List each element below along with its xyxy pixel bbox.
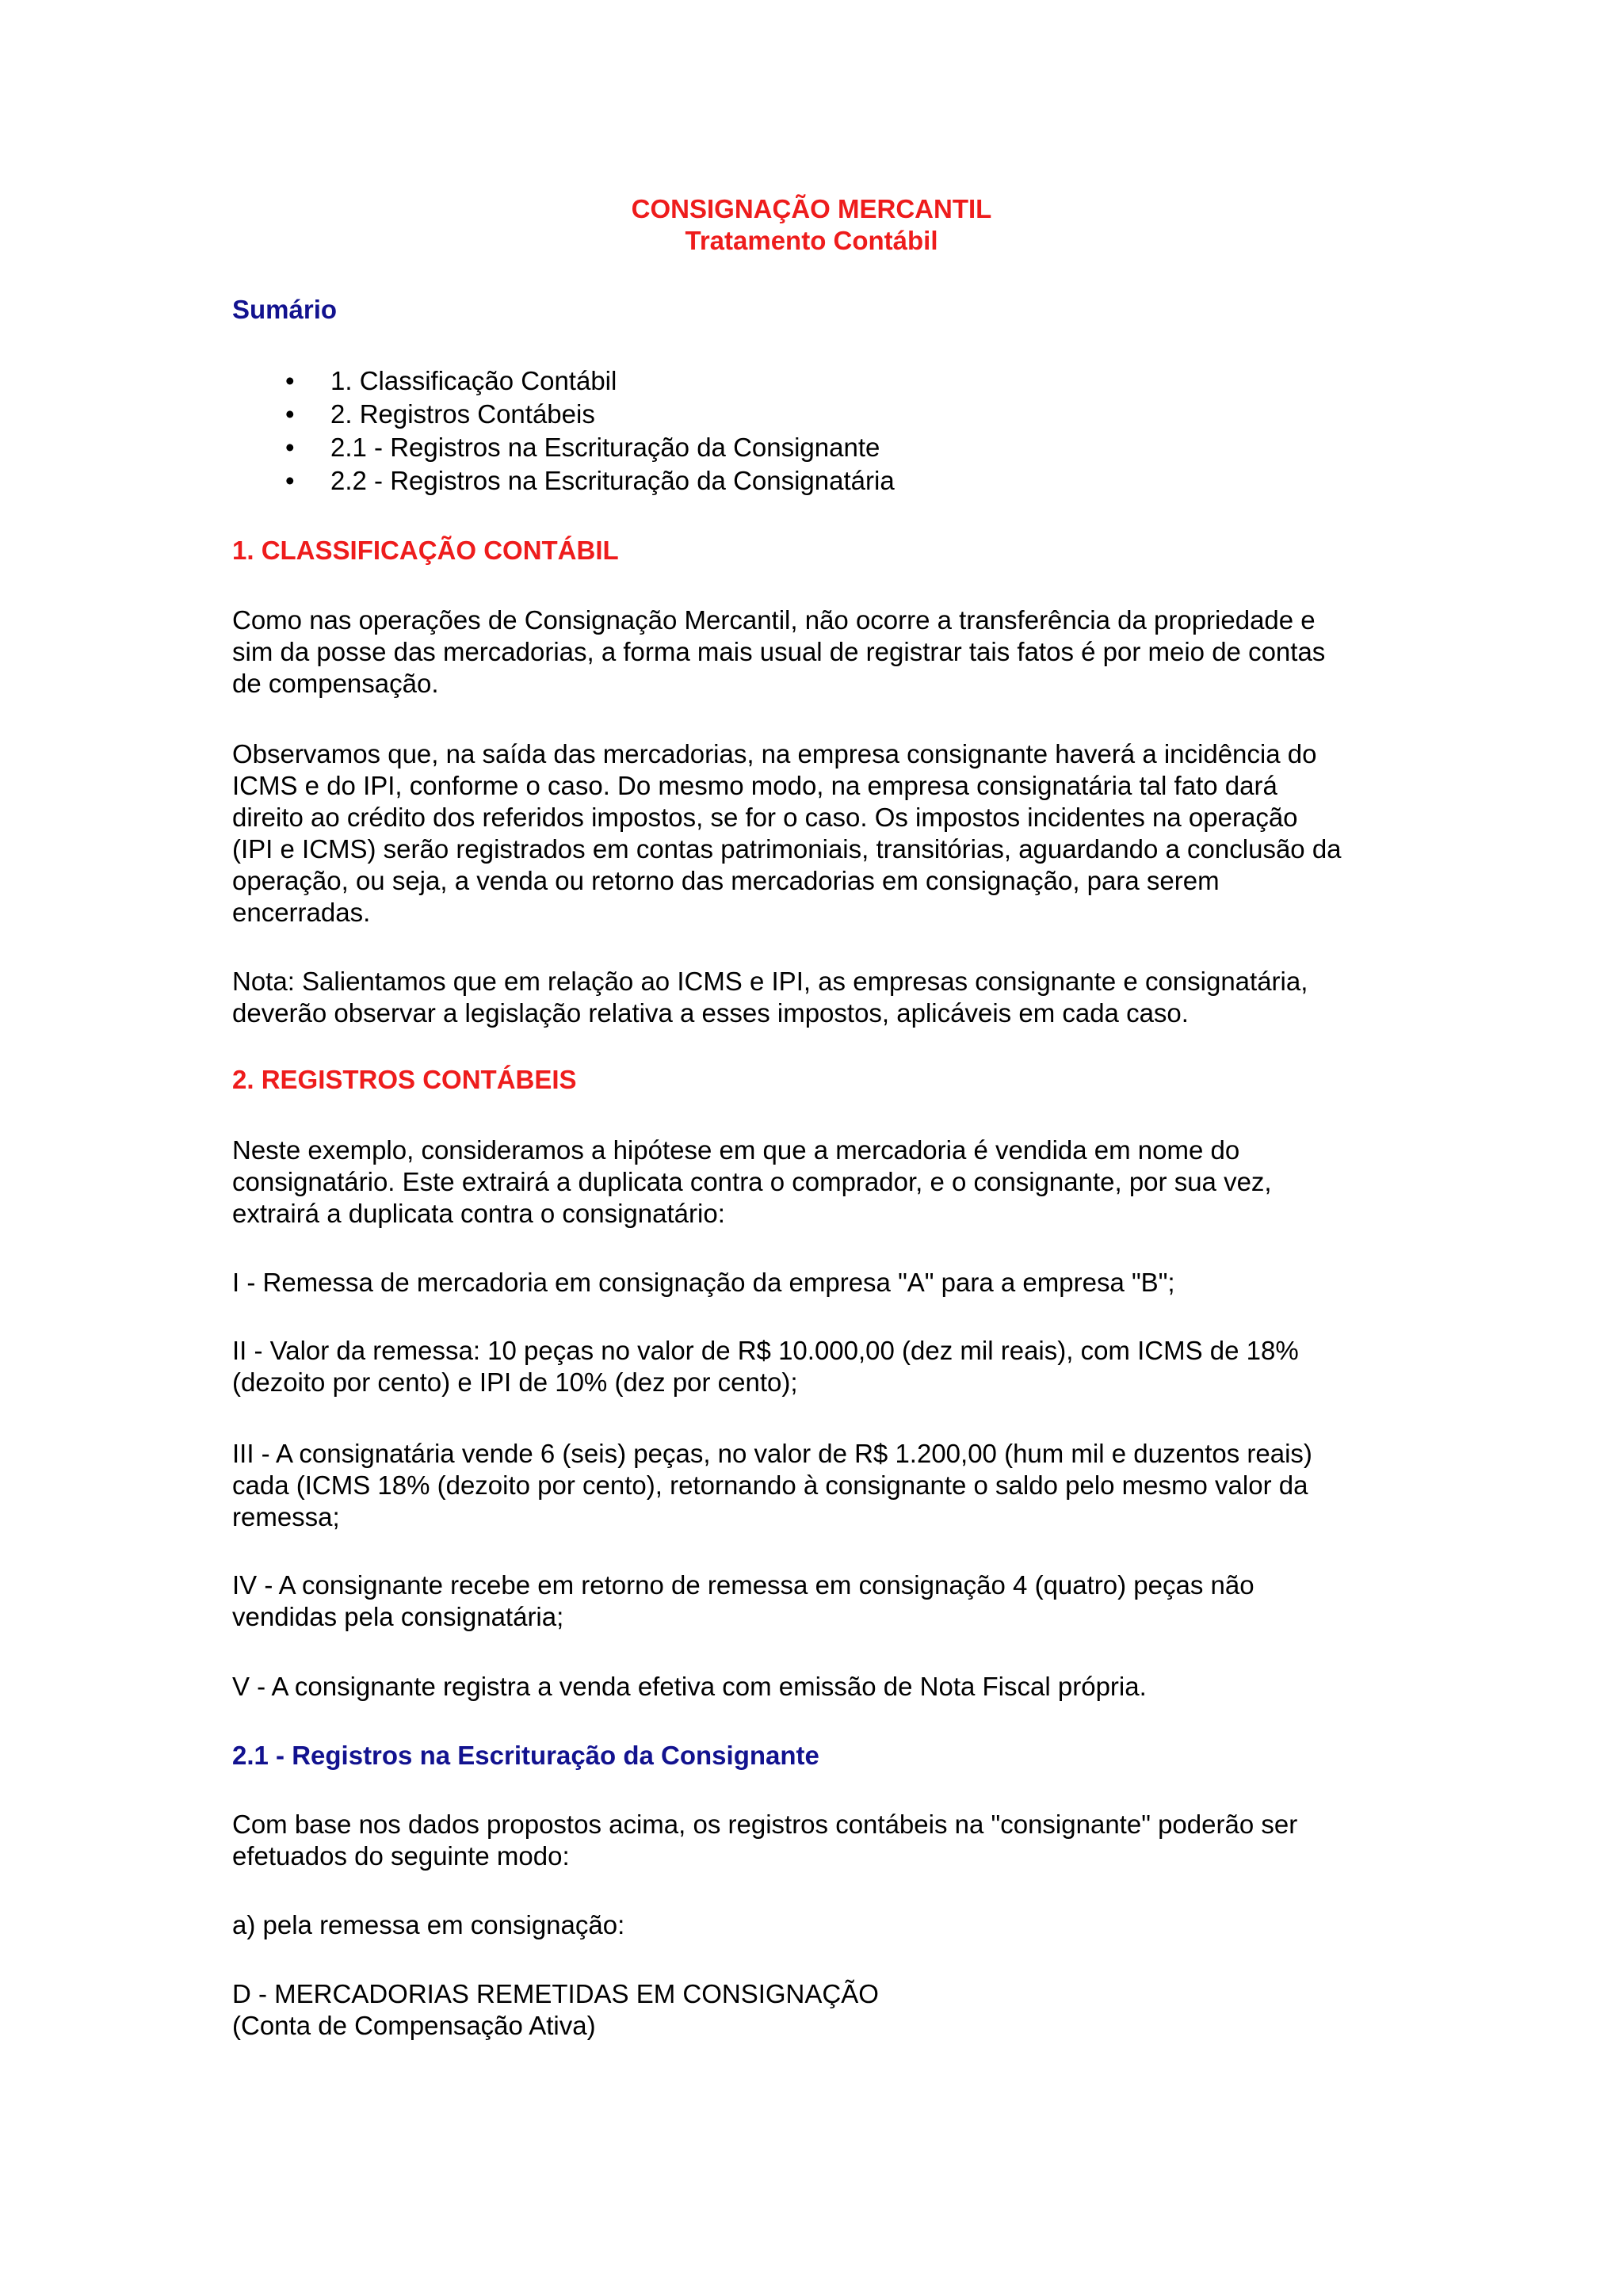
summary-item-label: 2. Registros Contábeis [330, 399, 595, 429]
bullet: • [285, 366, 295, 395]
list-item-line: II - Valor da remessa: 10 peças no valor de R$ 10.000,00 (dez mil reais), com ICMS de 18% [232, 1336, 1299, 1365]
list-item-line: remessa; [232, 1502, 340, 1531]
section-1-heading: 1. CLASSIFICAÇÃO CONTÁBIL [232, 536, 619, 565]
document-subtitle: Tratamento Contábil [685, 226, 938, 255]
paragraph-line: efetuados do seguinte modo: [232, 1841, 570, 1871]
paragraph-line: operação, ou seja, a venda ou retorno das mercadorias em consignação, para serem [232, 866, 1220, 895]
list-item-line: V - A consignante registra a venda efetiva com emissão de Nota Fiscal própria. [232, 1672, 1147, 1701]
bullet: • [285, 433, 295, 462]
section-2-heading: 2. REGISTROS CONTÁBEIS [232, 1065, 577, 1094]
paragraph-line: consignatário. Este extrairá a duplicata contra o comprador, e o consignante, por sua vez, [232, 1167, 1272, 1196]
summary-heading: Sumário [232, 295, 338, 324]
list-item-line: cada (ICMS 18% (dezoito por cento), retornando à consignante o saldo pelo mesmo valor da [232, 1470, 1308, 1500]
paragraph-line: a) pela remessa em consignação: [232, 1910, 625, 1939]
list-item-line: vendidas pela consignatária; [232, 1602, 564, 1631]
note-line: deverão observar a legislação relativa a esses impostos, aplicáveis em cada caso. [232, 998, 1189, 1028]
section-2-1-heading: 2.1 - Registros na Escrituração da Consignante [232, 1741, 819, 1770]
bullet: • [285, 466, 295, 495]
summary-item-label: 1. Classificação Contábil [330, 366, 617, 395]
paragraph-line: extrairá a duplicata contra o consignatário: [232, 1199, 725, 1228]
paragraph-line: Como nas operações de Consignação Mercantil, não ocorre a transferência da propriedade e [232, 605, 1316, 635]
paragraph-line: encerradas. [232, 898, 371, 927]
list-item-line: III - A consignatária vende 6 (seis) peças, no valor de R$ 1.200,00 (hum mil e duzentos reais) [232, 1439, 1312, 1468]
account-line: (Conta de Compensação Ativa) [232, 2011, 596, 2040]
paragraph-line: Neste exemplo, consideramos a hipótese em que a mercadoria é vendida em nome do [232, 1135, 1240, 1165]
summary-item-label: 2.2 - Registros na Escrituração da Consignatária [330, 466, 895, 495]
paragraph-line: de compensação. [232, 669, 439, 698]
paragraph-line: sim da posse das mercadorias, a forma mais usual de registrar tais fatos é por meio de contas [232, 637, 1326, 666]
note-line: Nota: Salientamos que em relação ao ICMS e IPI, as empresas consignante e consignatária, [232, 967, 1308, 996]
paragraph-line: direito ao crédito dos referidos impostos, se for o caso. Os impostos incidentes na operação [232, 803, 1298, 832]
list-item-line: I - Remessa de mercadoria em consignação da empresa "A" para a empresa "B"; [232, 1268, 1175, 1297]
paragraph-line: ICMS e do IPI, conforme o caso. Do mesmo modo, na empresa consignatária tal fato dará [232, 771, 1277, 800]
paragraph-line: Com base nos dados propostos acima, os registros contábeis na "consignante" poderão ser [232, 1810, 1298, 1839]
paragraph-line: (IPI e ICMS) serão registrados em contas patrimoniais, transitórias, aguardando a conclusão da [232, 834, 1342, 864]
bullet: • [285, 399, 295, 429]
list-item-line: (dezoito por cento) e IPI de 10% (dez por cento); [232, 1367, 798, 1397]
list-item-line: IV - A consignante recebe em retorno de remessa em consignação 4 (quatro) peças não [232, 1570, 1254, 1600]
paragraph-line: Observamos que, na saída das mercadorias, na empresa consignante haverá a incidência do [232, 739, 1317, 769]
account-line: D - MERCADORIAS REMETIDAS EM CONSIGNAÇÃO [232, 1979, 879, 2008]
document-title: CONSIGNAÇÃO MERCANTIL [631, 194, 992, 223]
summary-item-label: 2.1 - Registros na Escrituração da Consignante [330, 433, 880, 462]
